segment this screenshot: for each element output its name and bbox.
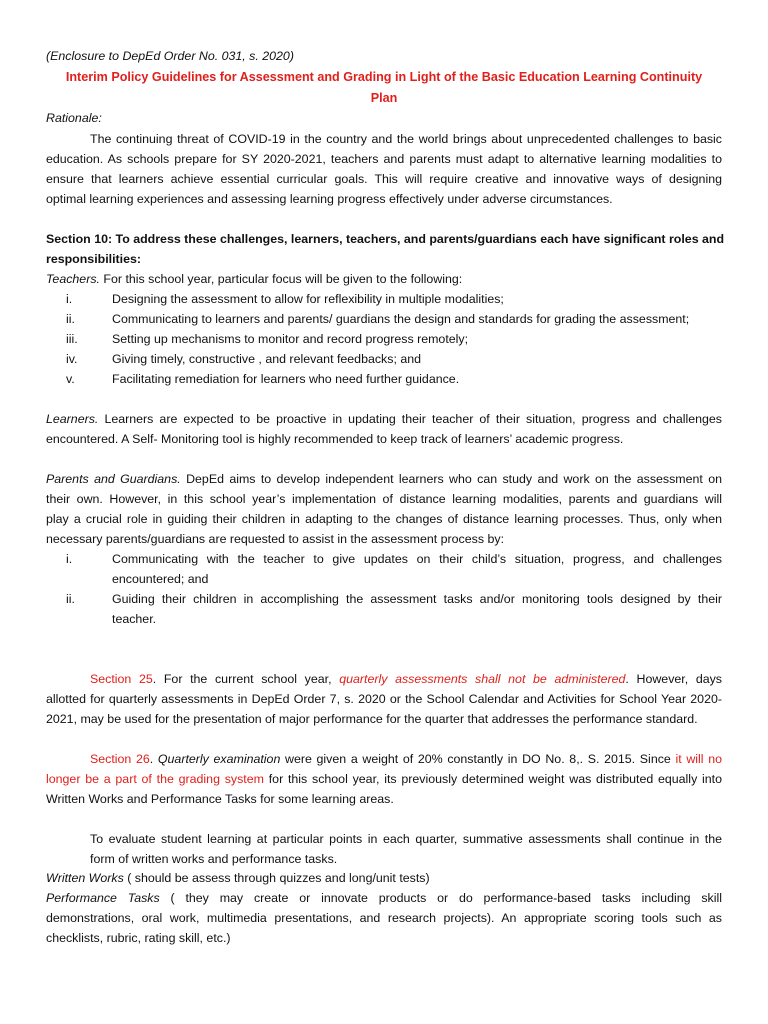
learners-label: Learners.	[46, 412, 99, 426]
section26-mid: were given a weight of 20% constantly in DO No. 8,. S. 2015. Since	[280, 752, 676, 766]
rationale-line: The continuing threat of COVID-19 in the country and the world brings about unprecedented challenges to basic	[90, 132, 722, 146]
performance-tasks-line3: checklists, rubric, rating skill, etc.)	[46, 931, 231, 945]
parents-line1: DepEd aims to develop independent learners who can study and work on the assessment on	[180, 472, 722, 486]
section26-line2	[46, 769, 722, 789]
performance-tasks-label: Performance Tasks	[46, 891, 160, 905]
list-item: Communicating to learners and parents/ guardians the design and standards for grading the assessment;	[112, 312, 690, 326]
parents-label: Parents and Guardians.	[46, 472, 181, 486]
section26-rest: for this school year, its previously determined weight was distributed equally into	[263, 772, 723, 786]
section10-heading: Section 10: To address these challenges, learners, teachers, and parents/guardians each have significant roles and	[46, 232, 725, 246]
enclosure-note: (Enclosure to DepEd Order No. 031, s. 2020)	[46, 49, 294, 63]
section25-paragraph	[90, 669, 722, 689]
section25-label: Section 25	[90, 672, 153, 686]
rationale-label: Rationale:	[46, 111, 102, 125]
section25-post: . However, days	[625, 672, 722, 686]
rationale-line: optimal learning experiences and assessing learning progress effectively under adverse circumstances.	[46, 192, 613, 206]
list-item: Guiding their children in accomplishing the assessment tasks and/or monitoring tools designed by their	[112, 592, 722, 606]
list-item: Setting up mechanisms to monitor and record progress remotely;	[112, 332, 469, 346]
section26-label: Section 26	[90, 752, 150, 766]
list-number: iv.	[66, 352, 78, 366]
section25-pre: . For the current school year,	[152, 672, 340, 686]
list-number: i.	[66, 552, 73, 566]
section25-emphasis: quarterly assessments shall not be administered	[339, 672, 626, 686]
parents-line: play a crucial role in guiding their children in adapting to the changes of distance learning processes. Thus, only when	[46, 512, 722, 526]
rationale-line: education. As schools prepare for SY 2020-2021, teachers and parents must adapt to alternative learning modalities to	[46, 152, 722, 166]
evaluate-line1: To evaluate student learning at particular points in each quarter, summative assessments shall continue in the	[90, 832, 722, 846]
learners-paragraph	[46, 409, 722, 429]
written-works-text: ( should be assess through quizzes and long/unit tests)	[123, 871, 430, 885]
parents-line: necessary parents/guardians are requested to assist in the assessment process by:	[46, 532, 505, 546]
learners-line2: encountered. A Self- Monitoring tool is highly recommended to keep track of learners’ academic progress.	[46, 432, 624, 446]
list-number: ii.	[66, 312, 75, 326]
section25-line: 2021, may be used for the presentation of major performance for the quarter that addresses the performance standard.	[46, 712, 698, 726]
section25-line: allotted for quarterly assessments in DepEd Order 7, s. 2020 or the School Calendar and Activities for School Year 2020-	[46, 692, 722, 706]
performance-tasks-text: ( they may create or innovate products or do performance-based tasks including skill	[159, 891, 722, 905]
list-number: iii.	[66, 332, 78, 346]
list-item-cont: encountered; and	[112, 572, 209, 586]
list-number: i.	[66, 292, 73, 306]
list-item: Facilitating remediation for learners who need further guidance.	[112, 372, 460, 386]
list-item: Communicating with the teacher to give updates on their child’s situation, progress, and challenges	[112, 552, 722, 566]
written-works-label: Written Works	[46, 871, 124, 885]
teachers-label: Teachers.	[46, 272, 100, 286]
teachers-paragraph	[46, 269, 722, 289]
learners-line1: Learners are expected to be proactive in updating their teacher of their situation, progress and challenges	[98, 412, 722, 426]
document-title-line1: Interim Policy Guidelines for Assessment and Grading in Light of the Basic Education Learning Continuity	[65, 70, 703, 84]
section26-line3: Written Works and Performance Tasks for some learning areas.	[46, 792, 394, 806]
section10-heading-cont: responsibilities:	[46, 252, 142, 266]
list-item: Giving timely, constructive , and relevant feedbacks; and	[112, 352, 422, 366]
section26-dot: .	[149, 752, 158, 766]
list-item: Designing the assessment to allow for reflexibility in multiple modalities;	[112, 292, 504, 306]
section26-italic: Quarterly examination	[157, 752, 281, 766]
parents-paragraph	[46, 469, 722, 489]
teachers-intro: For this school year, particular focus will be given to the following:	[99, 272, 463, 286]
list-number: ii.	[66, 592, 75, 606]
evaluate-line2: form of written works and performance tasks.	[90, 852, 338, 866]
section26-paragraph	[90, 749, 722, 769]
performance-tasks-line1	[46, 888, 722, 908]
section26-emphasis-a: it will no	[675, 752, 722, 766]
rationale-line: ensure that learners achieve essential curricular goals. This will require creative and innovative ways of designing	[46, 172, 722, 186]
parents-line: their own. However, in this school year’s implementation of distance learning modalities, parents and guardians will	[46, 492, 722, 506]
document-title-line2: Plan	[370, 91, 398, 105]
list-number: v.	[66, 372, 75, 386]
performance-tasks-line2: demonstrations, oral work, multimedia presentations, and research projects). An appropriate scoring tools such as	[46, 911, 722, 925]
written-works-line	[46, 868, 722, 888]
section26-emphasis-b: longer be a part of the grading system	[46, 772, 264, 786]
list-item-cont: teacher.	[112, 612, 157, 626]
